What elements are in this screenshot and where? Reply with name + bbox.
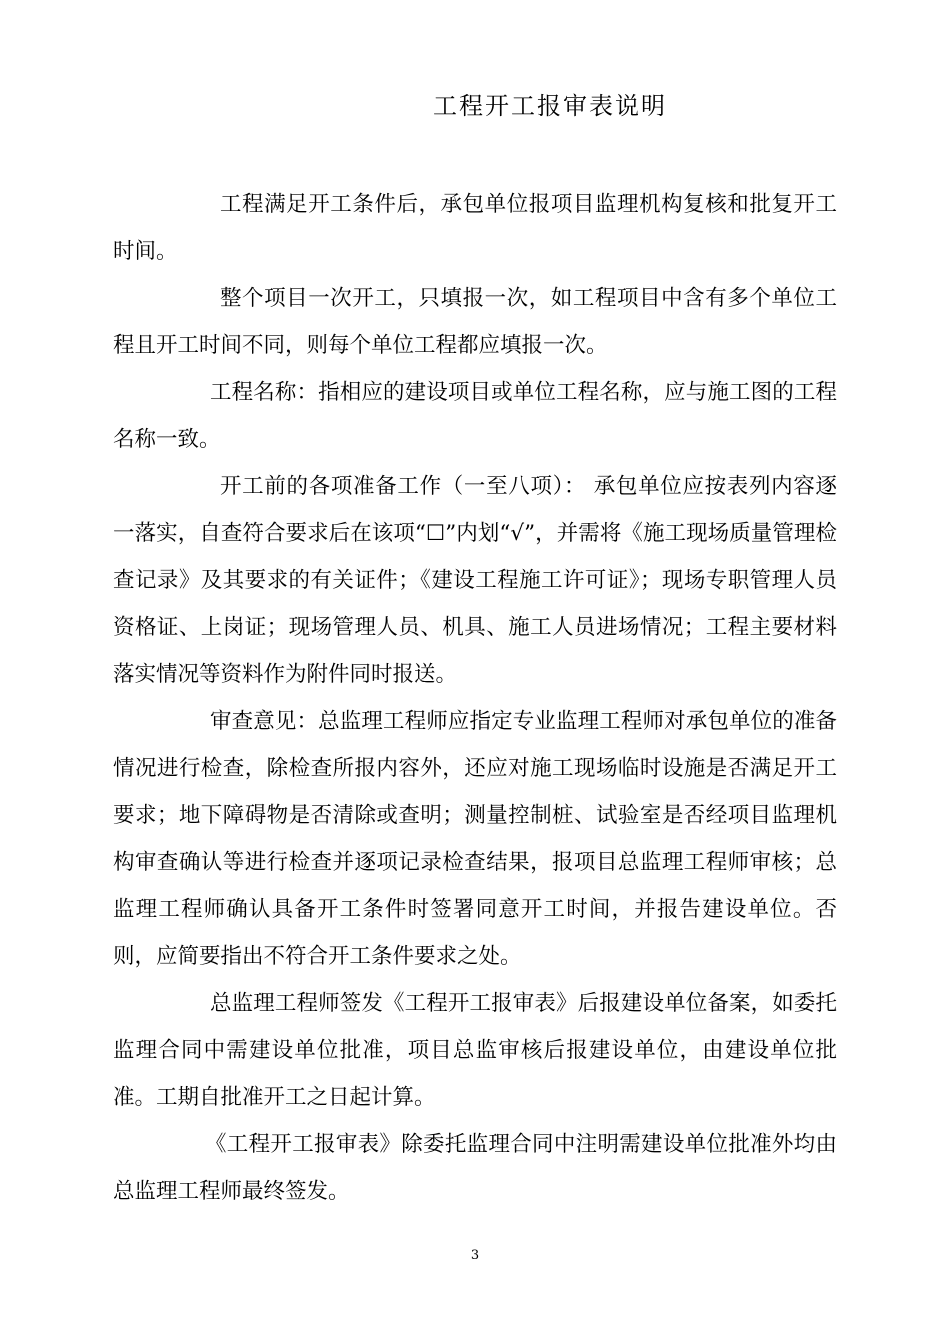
document-body xyxy=(113,181,837,1215)
paragraph-review-opinion: 审查意见：总监理工程师应指定专业监理工程师对承包单位的准备情况进行检查，除检查所报内容外，还应对施工现场临时设施是否满足开工要求；地下障碍物是否清除或查明；测量控制桩、试验室是否经项目监理机构审查确认等进行检查并逐项记录检查结果，报项目总监理工程师审核；总监理工程师确认具备开工条件时签署同意开工时间，并报告建设单位。否则，应简要指出不符合开工条件要求之处。 xyxy=(113,709,837,969)
document-title: 工程开工报审表说明 xyxy=(433,92,667,120)
paragraph-final-signing: 《工程开工报审表》除委托监理合同中注明需建设单位批准外均由总监理工程师最终签发。 xyxy=(113,1132,837,1204)
paragraph-start-conditions: 工程满足开工条件后，承包单位报项目监理机构复核和批复开工时间。 xyxy=(113,192,837,264)
paragraph-preparation-work: 开工前的各项准备工作（一至八项）： 承包单位应按表列内容逐一落实，自查符合要求后在该项“☐”内划“√”，并需将《施工现场质量管理检查记录》及其要求的有关证件；《建设工程施工许可证》；现场专职管理人员资格证、上岗证；现场管理人员、机具、施工人员进场情况；工程主要材料落实情况等资料作为附件同时报送。 xyxy=(113,474,837,687)
paragraph-project-name: 工程名称：指相应的建设项目或单位工程名称，应与施工图的工程名称一致。 xyxy=(113,380,837,452)
paragraph-chief-issuance: 总监理工程师签发《工程开工报审表》后报建设单位备案，如委托监理合同中需建设单位批准，项目总监审核后报建设单位，由建设单位批准。工期自批准开工之日起计算。 xyxy=(113,991,837,1110)
paragraph-single-submission: 整个项目一次开工，只填报一次，如工程项目中含有多个单位工程且开工时间不同，则每个单位工程都应填报一次。 xyxy=(113,286,837,358)
page-number: 3 xyxy=(470,1248,480,1263)
